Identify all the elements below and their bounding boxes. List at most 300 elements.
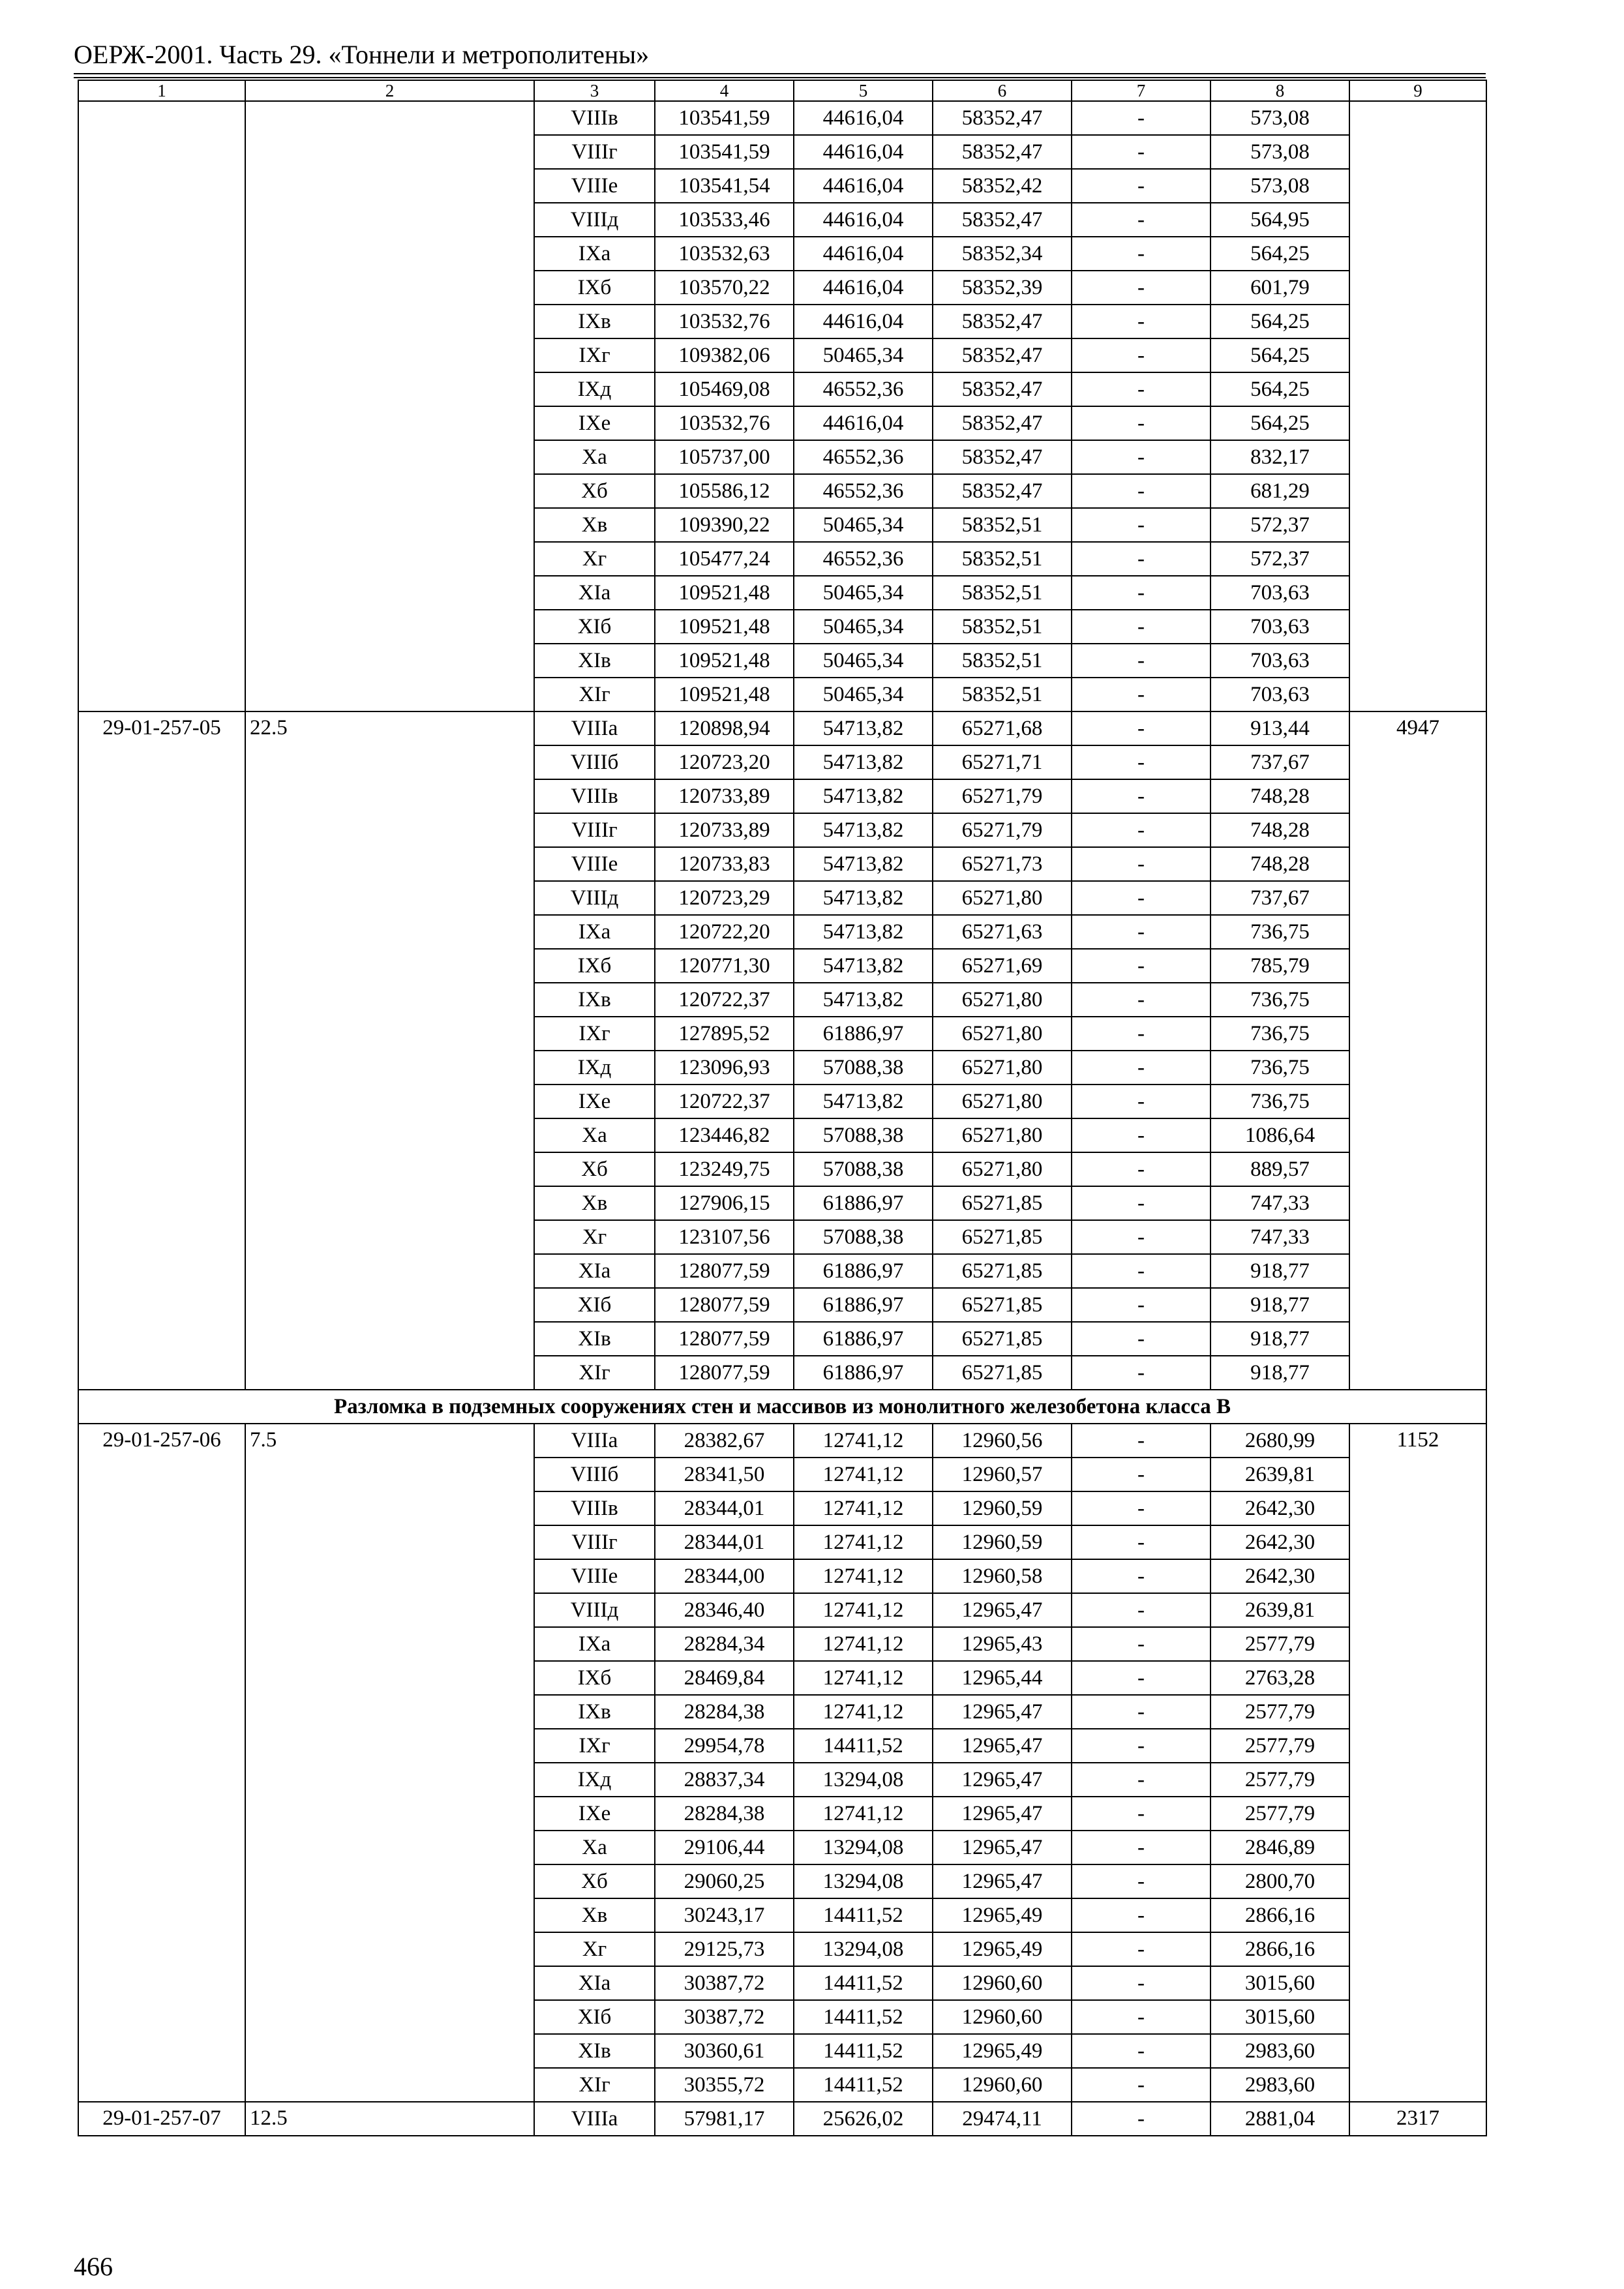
value-cell-col7: - — [1072, 1118, 1210, 1152]
value-cell-col7: - — [1072, 1932, 1210, 1966]
value-cell-col4: 28284,38 — [655, 1695, 794, 1729]
value-cell-col8: 2642,30 — [1210, 1559, 1349, 1593]
header-rule-top — [74, 73, 1486, 74]
value-cell-col5: 54713,82 — [794, 949, 933, 983]
value-cell-col6: 12960,60 — [933, 2068, 1072, 2102]
value-cell-col5: 61886,97 — [794, 1254, 933, 1288]
table-row — [78, 711, 1486, 745]
value-cell-col5: 44616,04 — [794, 271, 933, 305]
value-cell-col3: Xв — [534, 1186, 655, 1220]
value-cell-col3: VIIIв — [534, 779, 655, 813]
value-cell-col7: - — [1072, 169, 1210, 203]
value-cell-col7: - — [1072, 305, 1210, 338]
value-cell-col5: 44616,04 — [794, 305, 933, 338]
value-cell-col6: 12960,60 — [933, 2000, 1072, 2034]
value-cell-col5: 50465,34 — [794, 644, 933, 678]
value-cell-col7: - — [1072, 1288, 1210, 1322]
value-cell-col3: VIIIг — [534, 813, 655, 847]
value-cell-col8: 913,44 — [1210, 711, 1349, 745]
value-cell-col7: - — [1072, 1559, 1210, 1593]
value-cell-col7: - — [1072, 1220, 1210, 1254]
value-cell-col6: 58352,47 — [933, 440, 1072, 474]
value-cell-col8: 681,29 — [1210, 474, 1349, 508]
value-cell-col4: 30387,72 — [655, 2000, 794, 2034]
value-cell-col8: 918,77 — [1210, 1356, 1349, 1390]
section-title-row — [78, 1390, 1486, 1424]
value-cell-col6: 65271,80 — [933, 1152, 1072, 1186]
value-cell-col4: 128077,59 — [655, 1356, 794, 1390]
value-cell-col5: 61886,97 — [794, 1356, 933, 1390]
value-cell-col5: 14411,52 — [794, 2068, 933, 2102]
value-cell-col6: 58352,51 — [933, 610, 1072, 644]
value-cell-col5: 54713,82 — [794, 847, 933, 881]
value-cell-col6: 58352,51 — [933, 576, 1072, 610]
value-cell-col6: 65271,63 — [933, 915, 1072, 949]
value-cell-col8: 2577,79 — [1210, 1627, 1349, 1661]
value-cell-col6: 58352,47 — [933, 338, 1072, 372]
item-code-cell: 29-01-257-07 — [78, 2102, 245, 2136]
value-cell-col4: 120733,89 — [655, 813, 794, 847]
column-number-cell: 7 — [1072, 80, 1210, 101]
value-cell-col5: 12741,12 — [794, 1525, 933, 1559]
value-cell-col6: 12960,57 — [933, 1458, 1072, 1491]
value-cell-col7: - — [1072, 1322, 1210, 1356]
value-cell-col7: - — [1072, 2034, 1210, 2068]
value-cell-col6: 58352,47 — [933, 101, 1072, 135]
value-cell-col4: 105737,00 — [655, 440, 794, 474]
value-cell-col4: 28344,00 — [655, 1559, 794, 1593]
col9-value-cell: 4947 — [1349, 711, 1486, 1390]
value-cell-col8: 889,57 — [1210, 1152, 1349, 1186]
value-cell-col5: 57088,38 — [794, 1118, 933, 1152]
value-cell-col3: XIа — [534, 1254, 655, 1288]
value-cell-col8: 2577,79 — [1210, 1695, 1349, 1729]
value-cell-col4: 28469,84 — [655, 1661, 794, 1695]
value-cell-col8: 2577,79 — [1210, 1763, 1349, 1797]
value-cell-col5: 61886,97 — [794, 1017, 933, 1051]
value-cell-col3: IXд — [534, 1763, 655, 1797]
col9-value-cell: 1152 — [1349, 1424, 1486, 2102]
value-cell-col3: Xб — [534, 474, 655, 508]
value-cell-col6: 65271,80 — [933, 1051, 1072, 1085]
value-cell-col4: 127906,15 — [655, 1186, 794, 1220]
value-cell-col4: 30360,61 — [655, 2034, 794, 2068]
value-cell-col5: 54713,82 — [794, 813, 933, 847]
value-cell-col5: 57088,38 — [794, 1220, 933, 1254]
value-cell-col6: 12965,47 — [933, 1864, 1072, 1898]
value-cell-col6: 12960,58 — [933, 1559, 1072, 1593]
item-param-cell — [245, 101, 534, 711]
value-cell-col3: IXб — [534, 271, 655, 305]
value-cell-col7: - — [1072, 1186, 1210, 1220]
value-cell-col7: - — [1072, 779, 1210, 813]
value-cell-col3: IXд — [534, 1051, 655, 1085]
column-number-cell: 8 — [1210, 80, 1349, 101]
value-cell-col7: - — [1072, 135, 1210, 169]
value-cell-col5: 25626,02 — [794, 2102, 933, 2136]
column-number-cell: 6 — [933, 80, 1072, 101]
value-cell-col6: 12965,47 — [933, 1797, 1072, 1831]
value-cell-col4: 103541,59 — [655, 135, 794, 169]
value-cell-col4: 29125,73 — [655, 1932, 794, 1966]
value-cell-col8: 2577,79 — [1210, 1729, 1349, 1763]
value-cell-col7: - — [1072, 1898, 1210, 1932]
value-cell-col6: 12965,47 — [933, 1763, 1072, 1797]
value-cell-col5: 14411,52 — [794, 1898, 933, 1932]
value-cell-col6: 65271,85 — [933, 1186, 1072, 1220]
value-cell-col4: 120898,94 — [655, 711, 794, 745]
value-cell-col4: 120722,37 — [655, 983, 794, 1017]
item-param-cell: 7.5 — [245, 1424, 534, 2102]
value-cell-col8: 703,63 — [1210, 576, 1349, 610]
value-cell-col7: - — [1072, 1695, 1210, 1729]
value-cell-col4: 103532,63 — [655, 237, 794, 271]
value-cell-col7: - — [1072, 983, 1210, 1017]
value-cell-col6: 58352,47 — [933, 406, 1072, 440]
value-cell-col4: 128077,59 — [655, 1288, 794, 1322]
value-cell-col6: 65271,69 — [933, 949, 1072, 983]
value-cell-col4: 109382,06 — [655, 338, 794, 372]
value-cell-col5: 57088,38 — [794, 1051, 933, 1085]
value-cell-col5: 54713,82 — [794, 779, 933, 813]
col9-value-cell: 2317 — [1349, 2102, 1486, 2136]
value-cell-col4: 127895,52 — [655, 1017, 794, 1051]
value-cell-col8: 918,77 — [1210, 1322, 1349, 1356]
value-cell-col4: 109390,22 — [655, 508, 794, 542]
value-cell-col4: 29060,25 — [655, 1864, 794, 1898]
value-cell-col7: - — [1072, 1458, 1210, 1491]
value-cell-col4: 105586,12 — [655, 474, 794, 508]
value-cell-col6: 58352,47 — [933, 474, 1072, 508]
page-header-title: ОЕРЖ-2001. Часть 29. «Тоннели и метрополитены» — [74, 40, 650, 69]
value-cell-col4: 109521,48 — [655, 678, 794, 711]
value-cell-col3: XIв — [534, 644, 655, 678]
value-cell-col8: 564,25 — [1210, 237, 1349, 271]
value-cell-col5: 54713,82 — [794, 915, 933, 949]
value-cell-col7: - — [1072, 203, 1210, 237]
value-cell-col3: XIа — [534, 576, 655, 610]
value-cell-col7: - — [1072, 1085, 1210, 1118]
value-cell-col5: 12741,12 — [794, 1424, 933, 1458]
value-cell-col8: 2866,16 — [1210, 1898, 1349, 1932]
value-cell-col6: 65271,80 — [933, 881, 1072, 915]
value-cell-col5: 12741,12 — [794, 1661, 933, 1695]
value-cell-col4: 28837,34 — [655, 1763, 794, 1797]
value-cell-col5: 44616,04 — [794, 406, 933, 440]
value-cell-col8: 572,37 — [1210, 542, 1349, 576]
value-cell-col7: - — [1072, 542, 1210, 576]
value-cell-col4: 29954,78 — [655, 1729, 794, 1763]
value-cell-col8: 572,37 — [1210, 508, 1349, 542]
value-cell-col8: 832,17 — [1210, 440, 1349, 474]
value-cell-col7: - — [1072, 440, 1210, 474]
value-cell-col4: 29106,44 — [655, 1831, 794, 1864]
value-cell-col7: - — [1072, 745, 1210, 779]
value-cell-col5: 57088,38 — [794, 1152, 933, 1186]
value-cell-col6: 12965,47 — [933, 1695, 1072, 1729]
value-cell-col7: - — [1072, 338, 1210, 372]
value-cell-col4: 103533,46 — [655, 203, 794, 237]
value-cell-col4: 30243,17 — [655, 1898, 794, 1932]
value-cell-col5: 14411,52 — [794, 1729, 933, 1763]
value-cell-col6: 12965,49 — [933, 2034, 1072, 2068]
value-cell-col7: - — [1072, 2000, 1210, 2034]
value-cell-col8: 2639,81 — [1210, 1458, 1349, 1491]
value-cell-col7: - — [1072, 1593, 1210, 1627]
value-cell-col4: 105477,24 — [655, 542, 794, 576]
value-cell-col3: XIв — [534, 2034, 655, 2068]
value-cell-col6: 65271,85 — [933, 1254, 1072, 1288]
value-cell-col7: - — [1072, 644, 1210, 678]
item-param-cell: 22.5 — [245, 711, 534, 1390]
value-cell-col6: 65271,85 — [933, 1356, 1072, 1390]
value-cell-col5: 44616,04 — [794, 101, 933, 135]
value-cell-col7: - — [1072, 847, 1210, 881]
value-cell-col4: 28344,01 — [655, 1525, 794, 1559]
price-table-body — [78, 80, 1486, 2136]
value-cell-col8: 2577,79 — [1210, 1797, 1349, 1831]
value-cell-col8: 747,33 — [1210, 1220, 1349, 1254]
value-cell-col5: 13294,08 — [794, 1763, 933, 1797]
value-cell-col6: 12960,56 — [933, 1424, 1072, 1458]
value-cell-col4: 120733,89 — [655, 779, 794, 813]
value-cell-col4: 103541,54 — [655, 169, 794, 203]
value-cell-col5: 61886,97 — [794, 1186, 933, 1220]
value-cell-col5: 61886,97 — [794, 1322, 933, 1356]
value-cell-col4: 120733,83 — [655, 847, 794, 881]
value-cell-col6: 58352,51 — [933, 678, 1072, 711]
value-cell-col3: IXг — [534, 1017, 655, 1051]
value-cell-col7: - — [1072, 1017, 1210, 1051]
value-cell-col3: IXв — [534, 983, 655, 1017]
value-cell-col3: IXв — [534, 1695, 655, 1729]
value-cell-col7: - — [1072, 610, 1210, 644]
value-cell-col8: 2983,60 — [1210, 2034, 1349, 2068]
value-cell-col6: 58352,47 — [933, 203, 1072, 237]
value-cell-col3: VIIIв — [534, 1491, 655, 1525]
value-cell-col8: 2639,81 — [1210, 1593, 1349, 1627]
value-cell-col6: 65271,71 — [933, 745, 1072, 779]
value-cell-col4: 109521,48 — [655, 644, 794, 678]
value-cell-col7: - — [1072, 1424, 1210, 1458]
value-cell-col8: 564,25 — [1210, 406, 1349, 440]
table-row — [78, 2102, 1486, 2136]
value-cell-col6: 65271,68 — [933, 711, 1072, 745]
value-cell-col3: XIб — [534, 1288, 655, 1322]
value-cell-col8: 736,75 — [1210, 915, 1349, 949]
value-cell-col3: IXе — [534, 1085, 655, 1118]
value-cell-col4: 120771,30 — [655, 949, 794, 983]
value-cell-col4: 120722,37 — [655, 1085, 794, 1118]
col9-value-cell — [1349, 101, 1486, 711]
value-cell-col8: 918,77 — [1210, 1254, 1349, 1288]
value-cell-col6: 65271,85 — [933, 1288, 1072, 1322]
value-cell-col7: - — [1072, 881, 1210, 915]
value-cell-col5: 61886,97 — [794, 1288, 933, 1322]
value-cell-col5: 50465,34 — [794, 576, 933, 610]
value-cell-col5: 44616,04 — [794, 135, 933, 169]
value-cell-col5: 14411,52 — [794, 2000, 933, 2034]
value-cell-col8: 703,63 — [1210, 610, 1349, 644]
value-cell-col3: VIIIа — [534, 711, 655, 745]
value-cell-col4: 123446,82 — [655, 1118, 794, 1152]
value-cell-col3: Xв — [534, 1898, 655, 1932]
value-cell-col6: 12965,49 — [933, 1898, 1072, 1932]
value-cell-col3: IXб — [534, 1661, 655, 1695]
value-cell-col3: VIIIд — [534, 1593, 655, 1627]
value-cell-col8: 785,79 — [1210, 949, 1349, 983]
value-cell-col7: - — [1072, 237, 1210, 271]
value-cell-col6: 58352,51 — [933, 542, 1072, 576]
value-cell-col3: VIIIв — [534, 101, 655, 135]
value-cell-col4: 30387,72 — [655, 1966, 794, 2000]
value-cell-col7: - — [1072, 813, 1210, 847]
value-cell-col5: 13294,08 — [794, 1831, 933, 1864]
value-cell-col6: 65271,79 — [933, 813, 1072, 847]
value-cell-col6: 65271,73 — [933, 847, 1072, 881]
value-cell-col8: 737,67 — [1210, 881, 1349, 915]
value-cell-col5: 54713,82 — [794, 1085, 933, 1118]
value-cell-col3: VIIIд — [534, 203, 655, 237]
column-number-cell: 1 — [78, 80, 245, 101]
value-cell-col3: XIа — [534, 1966, 655, 2000]
item-code-cell: 29-01-257-06 — [78, 1424, 245, 2102]
value-cell-col8: 2763,28 — [1210, 1661, 1349, 1695]
value-cell-col7: - — [1072, 1254, 1210, 1288]
value-cell-col8: 703,63 — [1210, 644, 1349, 678]
value-cell-col5: 46552,36 — [794, 474, 933, 508]
value-cell-col3: IXд — [534, 372, 655, 406]
value-cell-col6: 12965,43 — [933, 1627, 1072, 1661]
value-cell-col6: 29474,11 — [933, 2102, 1072, 2136]
value-cell-col6: 12965,47 — [933, 1593, 1072, 1627]
value-cell-col4: 57981,17 — [655, 2102, 794, 2136]
value-cell-col3: IXа — [534, 237, 655, 271]
value-cell-col3: VIIIа — [534, 1424, 655, 1458]
value-cell-col7: - — [1072, 474, 1210, 508]
value-cell-col8: 737,67 — [1210, 745, 1349, 779]
value-cell-col8: 564,25 — [1210, 305, 1349, 338]
value-cell-col3: VIIIе — [534, 847, 655, 881]
value-cell-col3: Xб — [534, 1864, 655, 1898]
column-number-cell: 9 — [1349, 80, 1486, 101]
table-row — [78, 1424, 1486, 1458]
value-cell-col5: 14411,52 — [794, 2034, 933, 2068]
value-cell-col3: XIв — [534, 1322, 655, 1356]
value-cell-col6: 58352,47 — [933, 372, 1072, 406]
value-cell-col5: 14411,52 — [794, 1966, 933, 2000]
value-cell-col3: IXе — [534, 406, 655, 440]
value-cell-col5: 12741,12 — [794, 1458, 933, 1491]
column-number-cell: 5 — [794, 80, 933, 101]
value-cell-col6: 65271,79 — [933, 779, 1072, 813]
value-cell-col6: 58352,47 — [933, 135, 1072, 169]
value-cell-col4: 103570,22 — [655, 271, 794, 305]
value-cell-col8: 1086,64 — [1210, 1118, 1349, 1152]
value-cell-col3: VIIIб — [534, 745, 655, 779]
value-cell-col4: 103532,76 — [655, 406, 794, 440]
value-cell-col5: 54713,82 — [794, 745, 933, 779]
value-cell-col7: - — [1072, 2102, 1210, 2136]
value-cell-col6: 65271,85 — [933, 1322, 1072, 1356]
value-cell-col7: - — [1072, 915, 1210, 949]
value-cell-col7: - — [1072, 576, 1210, 610]
value-cell-col4: 123107,56 — [655, 1220, 794, 1254]
value-cell-col8: 2866,16 — [1210, 1932, 1349, 1966]
value-cell-col7: - — [1072, 1627, 1210, 1661]
value-cell-col4: 30355,72 — [655, 2068, 794, 2102]
value-cell-col8: 573,08 — [1210, 169, 1349, 203]
value-cell-col6: 58352,51 — [933, 508, 1072, 542]
value-cell-col5: 44616,04 — [794, 237, 933, 271]
value-cell-col8: 747,33 — [1210, 1186, 1349, 1220]
value-cell-col6: 12965,47 — [933, 1831, 1072, 1864]
value-cell-col3: Xа — [534, 440, 655, 474]
price-table — [78, 80, 1487, 2136]
value-cell-col8: 736,75 — [1210, 1017, 1349, 1051]
value-cell-col8: 573,08 — [1210, 135, 1349, 169]
value-cell-col4: 103532,76 — [655, 305, 794, 338]
value-cell-col7: - — [1072, 1152, 1210, 1186]
value-cell-col8: 703,63 — [1210, 678, 1349, 711]
value-cell-col8: 2881,04 — [1210, 2102, 1349, 2136]
value-cell-col7: - — [1072, 1763, 1210, 1797]
column-number-cell: 2 — [245, 80, 534, 101]
value-cell-col6: 12965,47 — [933, 1729, 1072, 1763]
value-cell-col5: 54713,82 — [794, 881, 933, 915]
value-cell-col5: 50465,34 — [794, 610, 933, 644]
value-cell-col8: 573,08 — [1210, 101, 1349, 135]
value-cell-col4: 123249,75 — [655, 1152, 794, 1186]
value-cell-col3: Xа — [534, 1118, 655, 1152]
value-cell-col7: - — [1072, 2068, 1210, 2102]
value-cell-col8: 564,95 — [1210, 203, 1349, 237]
value-cell-col3: IXг — [534, 338, 655, 372]
item-code-cell — [78, 101, 245, 711]
value-cell-col8: 2642,30 — [1210, 1525, 1349, 1559]
value-cell-col3: IXг — [534, 1729, 655, 1763]
value-cell-col7: - — [1072, 949, 1210, 983]
value-cell-col6: 12960,59 — [933, 1525, 1072, 1559]
value-cell-col8: 601,79 — [1210, 271, 1349, 305]
value-cell-col3: Xг — [534, 1932, 655, 1966]
value-cell-col6: 58352,51 — [933, 644, 1072, 678]
value-cell-col3: VIIIд — [534, 881, 655, 915]
value-cell-col5: 54713,82 — [794, 983, 933, 1017]
value-cell-col4: 123096,93 — [655, 1051, 794, 1085]
value-cell-col3: IXв — [534, 305, 655, 338]
column-number-cell: 3 — [534, 80, 655, 101]
value-cell-col7: - — [1072, 1525, 1210, 1559]
column-number-cell: 4 — [655, 80, 794, 101]
value-cell-col6: 65271,80 — [933, 1085, 1072, 1118]
value-cell-col3: VIIIб — [534, 1458, 655, 1491]
value-cell-col3: IXа — [534, 1627, 655, 1661]
value-cell-col5: 12741,12 — [794, 1627, 933, 1661]
value-cell-col8: 2800,70 — [1210, 1864, 1349, 1898]
value-cell-col5: 44616,04 — [794, 203, 933, 237]
value-cell-col5: 46552,36 — [794, 372, 933, 406]
value-cell-col7: - — [1072, 1729, 1210, 1763]
value-cell-col4: 120722,20 — [655, 915, 794, 949]
value-cell-col7: - — [1072, 711, 1210, 745]
value-cell-col8: 736,75 — [1210, 983, 1349, 1017]
value-cell-col8: 2642,30 — [1210, 1491, 1349, 1525]
value-cell-col8: 748,28 — [1210, 779, 1349, 813]
value-cell-col8: 564,25 — [1210, 372, 1349, 406]
value-cell-col4: 128077,59 — [655, 1322, 794, 1356]
value-cell-col5: 12741,12 — [794, 1695, 933, 1729]
